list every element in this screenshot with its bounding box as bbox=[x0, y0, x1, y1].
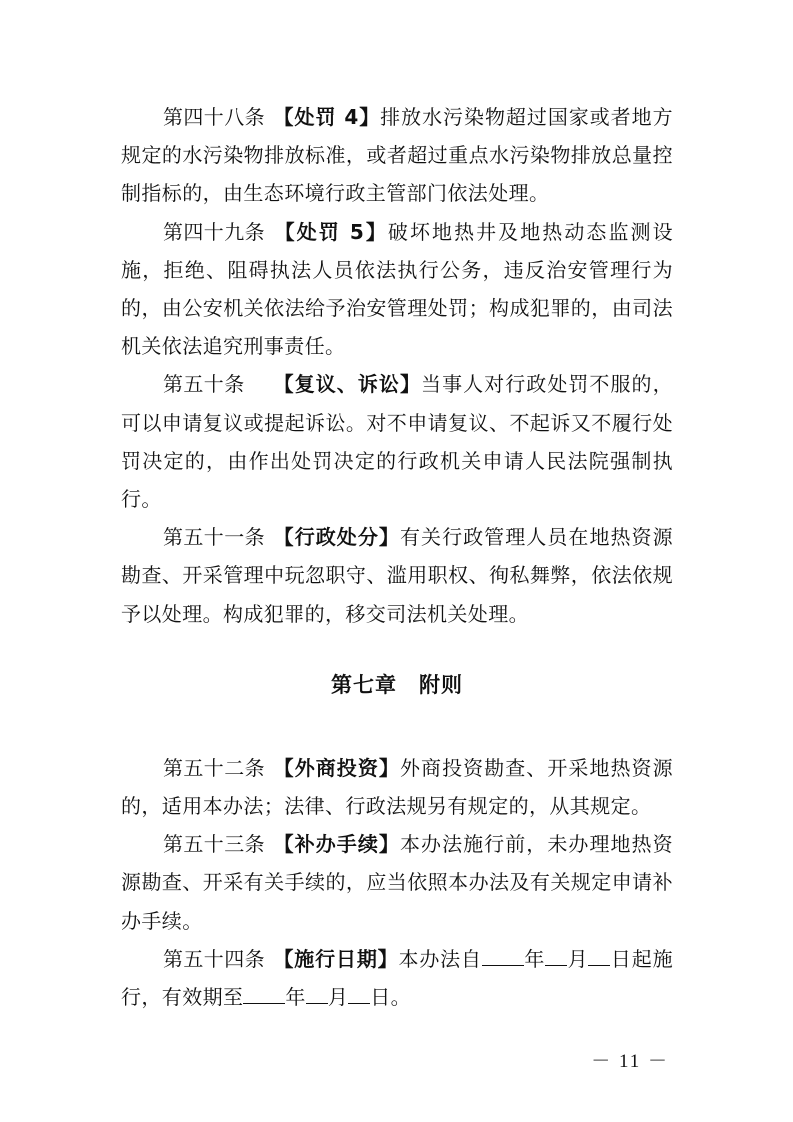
blank-year bbox=[243, 985, 285, 1004]
article-text: 日起施行，有效期至 bbox=[121, 946, 673, 1010]
article-heading: 【外商投资】 bbox=[273, 755, 400, 780]
article-51 bbox=[121, 518, 673, 633]
article-heading: 【施行日期】 bbox=[273, 946, 399, 971]
article-number: 第五十一条 bbox=[163, 525, 265, 550]
article-text: 破坏地热井及地热动态监测设施，拒绝、阻碍执法人员依法执行公务，违反治安管理行为的，由公安机关依法给予治安管理处罚；构成犯罪的，由司法机关依法追究刑事责任。 bbox=[121, 219, 673, 359]
month-label: 月 bbox=[327, 985, 349, 1010]
article-number: 第五十条 bbox=[163, 372, 245, 397]
year-label: 年 bbox=[523, 946, 546, 971]
month-label: 月 bbox=[567, 946, 589, 971]
article-heading: 【处罚 5】 bbox=[273, 219, 388, 244]
article-number: 第四十九条 bbox=[163, 219, 265, 244]
article-53 bbox=[121, 825, 673, 940]
article-text: 当事人对行政处罚不服的，可以申请复议或提起诉讼。对不申请复议、不起诉又不履行处罚决定的，由作出处罚决定的行政机关申请人民法院强制执行。 bbox=[121, 372, 673, 512]
article-number: 第五十二条 bbox=[163, 755, 265, 780]
article-heading: 【行政处分】 bbox=[273, 525, 400, 550]
article-48 bbox=[121, 98, 673, 213]
chapter-heading: 第七章 附则 bbox=[331, 672, 463, 697]
article-50 bbox=[121, 365, 673, 518]
article-heading: 【处罚 4】 bbox=[273, 105, 381, 129]
article-number: 第四十八条 bbox=[163, 105, 265, 129]
blank-month bbox=[545, 947, 567, 966]
article-number: 第五十三条 bbox=[163, 832, 265, 857]
article-text: 有关行政管理人员在地热资源勘查、开采管理中玩忽职守、滥用职权、徇私舞弊，依法依规予以处理。构成犯罪的，移交司法机关处理。 bbox=[121, 525, 673, 626]
article-text: 排放水污染物超过国家或者地方规定的水污染物排放标准，或者超过重点水污染物排放总量控制指标的，由生态环境行政主管部门依法处理。 bbox=[121, 105, 673, 206]
document-page bbox=[121, 98, 673, 1016]
blank-day bbox=[588, 947, 610, 966]
year-label: 年 bbox=[285, 985, 306, 1010]
article-number: 第五十四条 bbox=[163, 946, 265, 971]
article-heading: 【复议、诉讼】 bbox=[273, 372, 422, 397]
article-text: 本办法施行前，未办理地热资源勘查、开采有关手续的，应当依照本办法及有关规定申请补办手续。 bbox=[121, 832, 673, 933]
blank-month bbox=[306, 985, 328, 1004]
article-heading: 【补办手续】 bbox=[273, 832, 400, 857]
blank-day bbox=[348, 985, 370, 1004]
day-label: 日。 bbox=[370, 985, 412, 1010]
article-49 bbox=[121, 213, 673, 366]
blank-year bbox=[482, 947, 524, 966]
article-52 bbox=[121, 749, 673, 825]
article-text: 外商投资勘查、开采地热资源的，适用本办法；法律、行政法规另有规定的，从其规定。 bbox=[121, 755, 673, 819]
article-text: 本办法自 bbox=[398, 946, 482, 971]
article-54 bbox=[121, 940, 673, 1016]
page-number: － 11 － bbox=[591, 1051, 669, 1072]
